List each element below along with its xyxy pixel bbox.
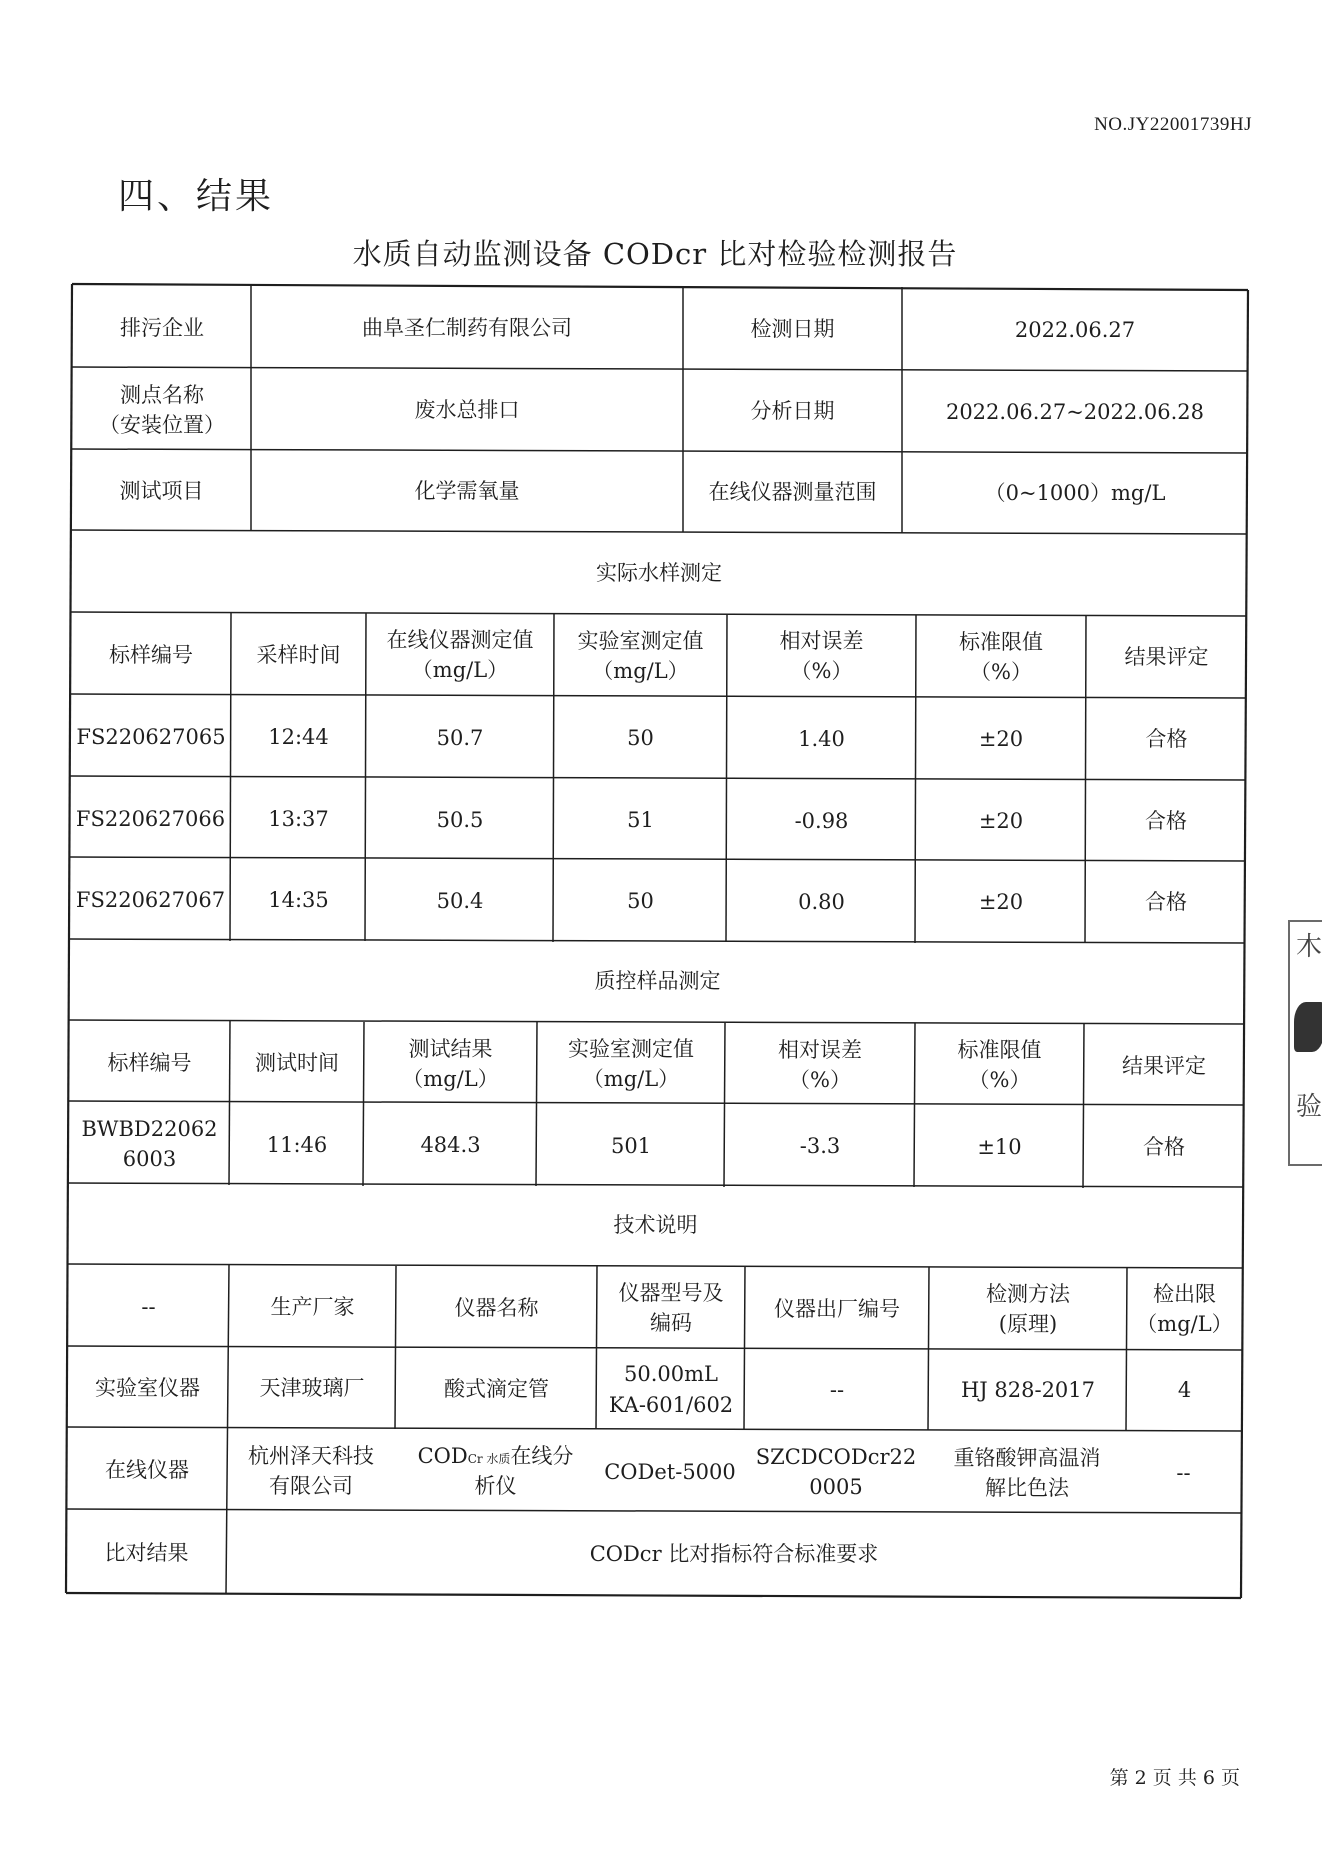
table-row-cell: 合格 <box>1143 1134 1185 1159</box>
table-row-cell: -- <box>1176 1460 1191 1485</box>
name-suffix: 在线分 析仪 <box>474 1443 574 1498</box>
tech-header-method: 检测方法 (原理) <box>986 1281 1070 1336</box>
name-subscript: Cr 水质 <box>467 1451 511 1466</box>
tech-header-name: 仪器名称 <box>454 1295 539 1320</box>
table-row-cell: CODet-5000 <box>604 1459 736 1484</box>
table-row-cell: BWBD22062 6003 <box>81 1116 218 1171</box>
range-value: （0~1000）mg/L <box>984 481 1166 506</box>
qc-header-time: 测试时间 <box>255 1050 339 1075</box>
tech-header-blank: -- <box>141 1294 156 1319</box>
actual-header-limit: 标准限值 （%） <box>959 629 1043 684</box>
table-row-cell: 杭州泽天科技 有限公司 <box>248 1443 374 1498</box>
table-row-cell: 11:46 <box>266 1132 328 1157</box>
table-row-cell: 12:44 <box>268 724 329 749</box>
online-instrument-name <box>395 1430 596 1512</box>
analysis-date-label: 分析日期 <box>750 398 835 423</box>
comparison-label: 比对结果 <box>104 1540 189 1565</box>
table-row-cell: 501 <box>610 1133 652 1158</box>
actual-header-online: 在线仪器测定值 （mg/L） <box>386 627 534 682</box>
table-row-cell: SZCDCODcr22 0005 <box>755 1444 917 1499</box>
table-row-cell: ±20 <box>978 726 1024 751</box>
table-row-cell: 合格 <box>1145 889 1187 914</box>
name-prefix: COD <box>417 1443 468 1468</box>
table-row-cell: 51 <box>627 807 654 832</box>
table-row-cell: 484.3 <box>420 1132 481 1157</box>
point-label: 测点名称 （安装位置） <box>99 382 225 437</box>
qc-header-error: 相对误差 （%） <box>778 1037 862 1092</box>
table-row-cell: 14:35 <box>268 887 329 912</box>
table-row-cell: ±20 <box>978 808 1024 833</box>
actual-header-result: 结果评定 <box>1124 644 1209 669</box>
qc-section-label: 质控样品测定 <box>594 969 721 994</box>
tech-header-maker: 生产厂家 <box>270 1294 355 1319</box>
seal-stamp-fragment: 木 验 <box>1288 920 1322 1166</box>
test-date-label: 检测日期 <box>750 316 835 341</box>
tech-header-limit: 检出限 （mg/L） <box>1136 1281 1233 1336</box>
item-label: 测试项目 <box>119 479 204 504</box>
instrument-name-text <box>418 1441 574 1502</box>
test-date-value: 2022.06.27 <box>1014 317 1136 342</box>
tech-header-serial: 仪器出厂编号 <box>774 1296 900 1321</box>
table-row-cell: 酸式滴定管 <box>444 1377 549 1402</box>
table-row-cell: 50.5 <box>436 807 484 832</box>
report-number: NO.JY22001739HJ <box>1094 114 1252 135</box>
table-row-cell: -3.3 <box>799 1133 841 1158</box>
report-title: 水质自动监测设备 CODcr 比对检验检测报告 <box>352 237 958 271</box>
enterprise-value: 曲阜圣仁制药有限公司 <box>362 315 572 340</box>
table-row-cell: ±10 <box>977 1134 1022 1159</box>
table-row-cell: 合格 <box>1145 808 1187 833</box>
actual-header-id: 标样编号 <box>109 642 193 667</box>
table-row-cell: 实验室仪器 <box>95 1376 200 1401</box>
range-label: 在线仪器测量范围 <box>708 480 877 505</box>
tech-section-label: 技术说明 <box>613 1213 698 1238</box>
analysis-date-value: 2022.06.27~2022.06.28 <box>945 399 1205 424</box>
table-row-cell: 天津玻璃厂 <box>259 1376 365 1401</box>
section-heading: 四、结果 <box>118 176 275 217</box>
table-row-cell: FS220627065 <box>76 724 226 749</box>
table-row-cell: FS220627066 <box>75 806 226 831</box>
table-row-cell: 50 <box>627 725 654 750</box>
enterprise-label: 排污企业 <box>120 315 204 340</box>
table-row-cell: FS220627067 <box>75 887 226 912</box>
actual-header-time: 采样时间 <box>256 642 341 667</box>
qc-header-limit: 标准限值 （%） <box>957 1037 1042 1092</box>
table-row-cell: 重铬酸钾高温消 解比色法 <box>953 1445 1101 1500</box>
table-row-cell: HJ 828-2017 <box>960 1378 1096 1403</box>
table-row-cell: 13:37 <box>268 806 329 831</box>
actual-section-label: 实际水样测定 <box>596 560 722 585</box>
tech-header-model: 仪器型号及 编码 <box>618 1280 724 1335</box>
table-row-cell: -- <box>829 1378 845 1403</box>
table-row-cell: 50.00mL KA-601/602 <box>608 1362 734 1417</box>
qc-header-result: 测试结果 （mg/L） <box>402 1036 499 1091</box>
item-value: 化学需氧量 <box>414 479 520 504</box>
table-row-cell: 合格 <box>1145 726 1188 751</box>
qc-header-lab: 实验室测定值 （mg/L） <box>568 1036 694 1091</box>
table-row-cell: -0.98 <box>794 808 849 833</box>
point-value: 废水总排口 <box>414 397 520 422</box>
table-row-cell: ±20 <box>978 889 1024 914</box>
page-footer: 第 2 页 共 6 页 <box>1109 1767 1240 1789</box>
table-row-cell: 0.80 <box>798 889 845 914</box>
table-row-cell: 在线仪器 <box>105 1457 189 1482</box>
qc-header-id: 标样编号 <box>107 1050 192 1075</box>
table-row-cell: 50.4 <box>436 888 484 913</box>
table-row-cell: 4 <box>1177 1378 1192 1403</box>
table-row-cell: 50 <box>627 888 654 913</box>
comparison-value: CODcr 比对指标符合标准要求 <box>589 1541 879 1566</box>
qc-header-eval: 结果评定 <box>1122 1053 1206 1078</box>
table-row-cell: 1.40 <box>798 726 845 751</box>
actual-header-error: 相对误差 （%） <box>779 628 864 683</box>
actual-header-lab: 实验室测定值 （mg/L） <box>577 628 704 683</box>
table-row-cell: 50.7 <box>436 725 484 750</box>
